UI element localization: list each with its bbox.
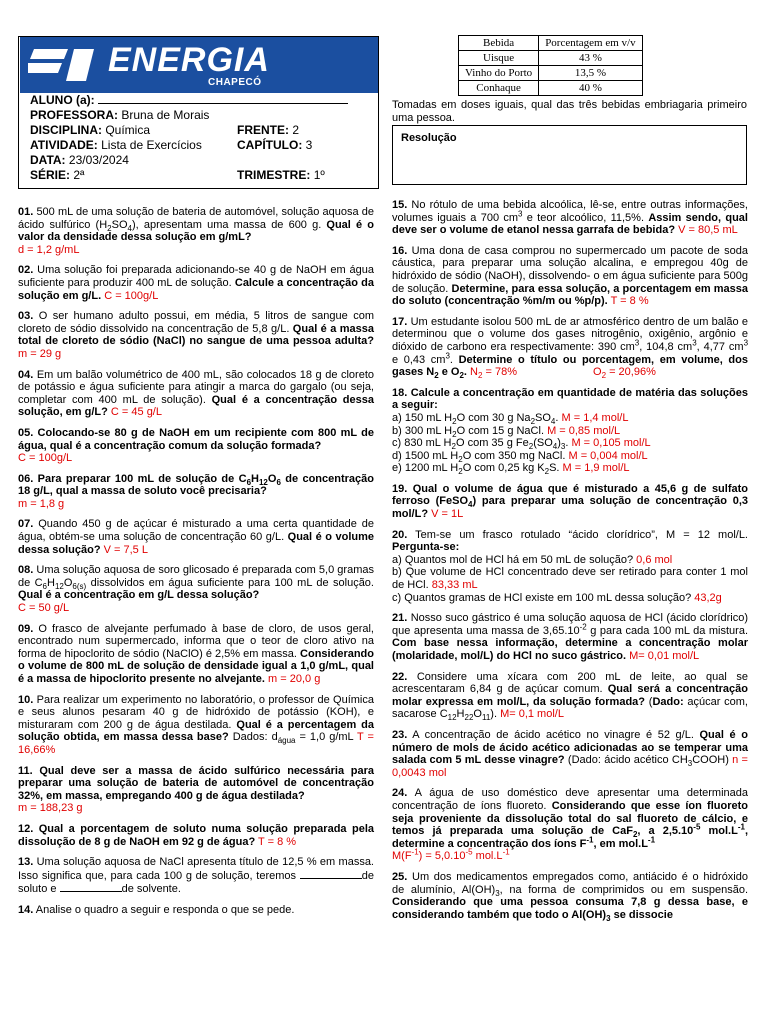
question-09: 09. O frasco de alvejante perfumado à base de cloro, de usos geral, encontrado num supermercado, informa que o teor de cloro ativo na forma de hipoclorito de sódio (NaClO) é 2,5% em massa. Considerando o volume de 800 mL de solução de densidade igual a 1,0 g/mL, qual é a massa de hipoclorito presente no alvejante. m = 20,0 g <box>18 622 374 685</box>
resolucao-label: Resolução <box>401 132 457 144</box>
capitulo-value: 3 <box>305 138 313 152</box>
question-14: 14. Analise o quadro a seguir e responda o que se pede. <box>18 903 295 916</box>
question-19: 19. Qual o volume de água que é misturado a 45,6 g de sulfato ferroso (FeSO$_4$) para preparar uma solução de concentração 0,3 mol/L? V = 1L <box>392 482 748 521</box>
blank-field[interactable] <box>60 882 122 892</box>
question-24: 24. A água de uso doméstico deve apresentar uma determinada concentração de íons fluoreto. Considerando que esse íon fluoreto seja proveniente da dissolução total do sal fluoreto de cálcio, e temos já preparada uma solução de CaF$_2$, a $2,5.10^{-5}$ $mol.L^{-1}$, determine a concentração dos íons $F^{-1}$, em $mol.L^{-1}$ $M(F^{-1}) = 5,0.10^{-5}$ $mol.L^{-1}$ <box>392 787 749 863</box>
question-16: 16. Uma dona de casa comprou no supermercado um pacote de soda cáustica, para preparar uma solução alcalina, e empregou 40g de hidróxido de sódio (NaOH), dissolvendo- o em água suficiente para 500g de solução. Determine, para essa solução, a porcentagem em massa do soluto (concentração %m/m ou %p/p). T = 8 % <box>392 244 748 308</box>
aluno-name-field[interactable] <box>98 93 348 104</box>
capitulo-label: CAPÍTULO: <box>237 138 303 152</box>
question-25: 25. Um dos medicamentos empregados como, antiácido é o hidróxido de alumínio, $Al(OH)_3$, na forma de comprimidos ou em suspensão. Considerando que uma pessoa consuma 7,8 g dessa base, e considerando também que todo o $Al(OH)_3$ se dissocie <box>392 870 748 923</box>
question-13: 13. Uma solução aquosa de NaCl apresenta título de 12,5 % em massa. Isso significa que, para cada 100 g de solução, teremos de soluto e de solvente. <box>18 856 374 896</box>
student-info <box>30 93 370 183</box>
question-02: 02. Uma solução foi preparada adicionando-se 40 g de NaOH em água suficiente para produzir 400 mL de solução. Calcule a concentração da solução em g/L. C = 100g/L <box>18 264 375 302</box>
question-18: 18. Calcule a concentração em quantidade de matéria das soluções a seguir: a) 150 mL $H_2O$ com 30 g $Na_2SO_4$. M = 1,4 mol/L b) 300 mL $H_2O$ com 15 g NaCl. M = 0,85 mol/L c) 830 mL $H_2O$ com 35 g $Fe_2(SO_4)_3$. M = 0,105 mol/L d) 1500 mL $H_2O$ com 350 mg NaCl. M = 0,004 mol/L e) 1200 mL $H_2O$ com 0,25 kg $K_2S$. M = 1,9 mol/L <box>392 386 748 477</box>
disciplina-label: DISCIPLINA: <box>30 123 102 137</box>
frente-value: 2 <box>292 123 300 137</box>
table-cell: Vinho do Porto <box>459 66 539 81</box>
table-cell: Uisque <box>459 51 539 66</box>
table-cell: Conhaque <box>459 81 539 96</box>
question-01: 01. 500 mL de uma solução de bateria de automóvel, solução aquosa de ácido sulfúrico $(H_2SO_4)$, apresentam uma massa de 600 g. Qual é o valor da densidade dessa solução em g/mL? d = 1,2 g/mL <box>18 206 374 256</box>
right-column <box>392 199 748 929</box>
blank-field[interactable] <box>300 869 362 879</box>
question-04: 04. Em um balão volumétrico de 400 mL, são colocados 18 g de cloreto de potássio e água suficiente para atingir a marca do gargalo (ou seja, completar com 400 mL de solução). Qual é a concentração dessa solução, em g/L? C = 45 g/L <box>18 368 374 419</box>
left-column <box>18 206 374 925</box>
header-cell: Bebida <box>459 36 539 51</box>
resolucao-box[interactable] <box>392 125 747 185</box>
question-10: 10. Para realizar um experimento no laboratório, o professor de Química e seus alunos pesaram 40 g de hidróxido de potássio (KOH), e misturaram com 200 g de água destilada. Qual é a percentagem da solução obtida, em massa dessa base? Dados: $d_{água} = 1,0$ g/mL T = 16,66% <box>18 693 374 756</box>
question-07: 07. Quando 450 g de açúcar é misturado a uma certa quantidade de água, obtém-se uma solução de concentração 60 g/L. Qual é o volume dessa solução? V = 7,5 L <box>18 518 374 556</box>
question-08: 08. Uma solução aquosa de soro glicosado é preparada com 5,0 gramas de $C_6H_{12}O_{6(s)}$ dissolvidos em água suficiente para 100 mL de solução. Qual é a concentração em g/L dessa solução? C = 50 g/L <box>18 564 374 615</box>
disciplina-value: Química <box>105 123 151 137</box>
question-15: 15. No rótulo de uma bebida alcoólica, lê-se, entre outras informações, volumes iguais a 700 $cm^3$ e teor alcoólico, 11,5%. Assim sendo, qual deve ser o volume de etanol nessa garrafa de bebida? V = 80,5 mL <box>392 199 748 237</box>
question-17: 17. Um estudante isolou 500 mL de ar atmosférico dentro de um balão e determinou que o volume dos gases nitrogênio, oxigênio, argônio e dióxido de carbono era respectivamente: 390 $cm^3$, 104,8 $cm^3$, 4,77 $cm^3$ e 0,43 $cm^3$. Determine o título ou porcentagem, em volume, dos gases $N_2$ e $O_2$. $N_2 = 78\%$ $O_2 = 20,96\%$ <box>392 315 749 381</box>
header-cell: Porcentagem em v/v <box>539 36 642 51</box>
serie-label: SÉRIE: <box>30 168 71 182</box>
logo-city-text: CHAPECÓ <box>208 77 262 88</box>
atividade-value: Lista de Exercícios <box>101 138 202 152</box>
table-row <box>459 66 643 81</box>
question-20: 20. Tem-se um frasco rotulado “ácido clorídrico”, M = 12 mol/L. Pergunta-se: a) Quantos mol de HCl há em 50 mL de solução? 0,6 mol b) Que volume de HCl concentrado deve ser retirado para conter 1 mol de HCl. 83,33 mL c) Quantos gramas de HCl existe em 100 mL dessa solução? 43,2g <box>392 528 748 604</box>
atividade-label: ATIVIDADE: <box>30 138 98 152</box>
aluno-label: ALUNO (a): <box>30 93 95 107</box>
professora-label: PROFESSORA: <box>30 108 119 122</box>
drinks-table <box>458 35 643 96</box>
question-03: 03. O ser humano adulto possui, em média, 5 litros de sangue com cloreto de sódio dissolvido na concentração de 5,8 g/L. Qual é a massa total de cloreto de sódio (NaCl) no sangue de uma pessoa adulta? m = 29 g <box>18 310 374 360</box>
question-05: 05. Colocando-se 80 g de NaOH em um recipiente com 800 mL de água, qual é a concentração comum da solução formada? C = 100g/L <box>18 426 374 465</box>
question-21: 21. Nosso suco gástrico é uma solução aquosa de HCl (ácido clorídrico) que apresenta uma massa de $3,65.10^{-2}$ g para cada 100 mL da mistura. Com base nessa informação, determine a concentração molar (molaridade, mol/L) do HCl no suco gástrico. M= 0,01 mol/L <box>392 612 748 662</box>
logo-mark-icon <box>28 45 100 85</box>
logo-brand-text: ENERGIA <box>108 41 270 79</box>
table-cell: 13,5 % <box>539 66 642 81</box>
table-cell: 40 % <box>539 81 642 96</box>
table-row <box>459 81 643 96</box>
trimestre-label: TRIMESTRE: <box>237 168 311 182</box>
table-header-row <box>459 36 643 51</box>
data-value: 23/03/2024 <box>68 153 129 167</box>
table-cell: 43 % <box>539 51 642 66</box>
question-06: 06. Para preparar 100 mL de solução de $C_6H_{12}O_6$ de concentração 18 g/L, qual a massa de soluto você precisaria? m = 1,8 g <box>18 472 374 510</box>
school-logo <box>20 37 378 93</box>
data-label: DATA: <box>30 153 66 167</box>
trimestre-value: 1º <box>313 168 325 182</box>
professora-value: Bruna de Morais <box>121 108 210 122</box>
question-12: 12. Qual a porcentagem de soluto numa solução preparada pela dissolução de 8 g de NaOH em 92 g de água? T = 8 % <box>18 822 374 848</box>
question-11: 11. Qual deve ser a massa de ácido sulfúrico necessária para preparar uma solução de bateria de automóvel de concentração 32%, em massa, empregando 400 g de água destilada? m = 188,23 g <box>18 764 374 815</box>
q14-continuation: Tomadas em doses iguais, qual das três bebidas embriagaria primeiro uma pessoa. <box>392 99 747 124</box>
serie-value: 2ª <box>73 168 85 182</box>
frente-label: FRENTE: <box>237 123 289 137</box>
question-23: 23. A concentração de ácido acético no vinagre é 52 g/L. Qual é o número de mols de ácido acético adicionadas ao se temperar uma salada com 5 mL desse vinagre? (Dado: ácido acético $CH_3COOH$) n = 0,0043 mol <box>392 728 748 779</box>
table-row <box>459 51 643 66</box>
question-22: 22. Considere uma xícara com 200 mL de leite, ao qual se acrescentaram 6,84 g de açúcar comum. Qual será a concentração molar expressa em mol/L, da solução formada? (Dado: açúcar com, sacarose $C_{12}H_{22}O_{11}$). M= 0,1 mol/L <box>392 670 749 723</box>
